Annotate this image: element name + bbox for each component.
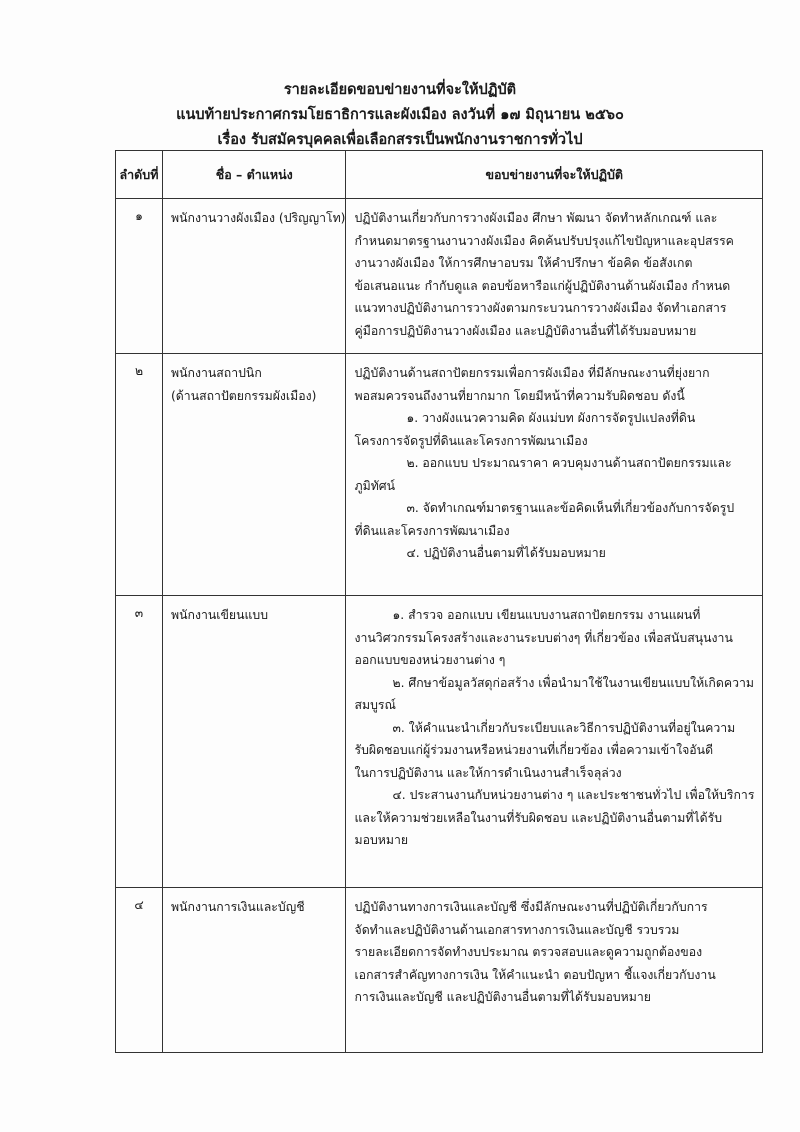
duties-cell <box>346 596 763 888</box>
duty-line: ๑. สำรวจ ออกแบบ เขียนแบบงานสถาปัตยกรรม งานแผนที่ <box>392 608 701 622</box>
duty-line: รับผิดชอบแก่ผู้ร่วมงานหรือหน่วยงานที่เกี่ยวข้อง เพื่อความเข้าใจอันดี <box>354 743 714 757</box>
duty-line: ปฏิบัติงานด้านสถาปัตยกรรมเพื่อการผังเมือง ที่มีลักษณะงานที่ยุ่งยาก <box>354 366 710 380</box>
duty-line: ออกแบบของหน่วยงานต่าง ๆ <box>354 653 506 667</box>
duty-line: โครงการจัดรูปที่ดินและโครงการพัฒนาเมือง <box>354 433 588 448</box>
duty-line: ๑. วางผังแนวความคิด ผังแม่บท ผังการจัดรูปแปลงที่ดิน <box>406 411 696 425</box>
duty-line: ๒. ออกแบบ ประมาณราคา ควบคุมงานด้านสถาปัตยกรรมและ <box>406 456 732 470</box>
row-number: ๔ <box>116 888 163 1053</box>
table-row <box>116 888 763 1053</box>
position-cell <box>163 596 346 888</box>
col-header-duties: ขอบข่ายงานที่จะให้ปฏิบัติ <box>346 151 763 199</box>
table-row <box>116 354 763 596</box>
duty-line: ๒. ศึกษาข้อมูลวัสดุก่อสร้าง เพื่อนำมาใช้ในงานเขียนแบบให้เกิดความ <box>392 675 754 690</box>
duty-line: ปฏิบัติงานทางการเงินและบัญชี ซึ่งมีลักษณะงานที่ปฏิบัติเกี่ยวกับการ <box>354 900 708 914</box>
duty-line: คู่มือการปฏิบัติงานวางผังเมือง และปฏิบัติงานอื่นที่ได้รับมอบหมาย <box>354 323 697 338</box>
duty-line: ๔. ปฏิบัติงานอื่นตามที่ได้รับมอบหมาย <box>406 546 606 560</box>
duties-cell <box>346 199 763 354</box>
duty-line: กำหนดมาตรฐานงานวางผังเมือง คิดค้นปรับปรุงแก้ไขปัญหาและอุปสรรค <box>354 233 734 248</box>
duty-line: ในการปฏิบัติงาน และให้การดำเนินงานสำเร็จลุล่วง <box>354 765 622 780</box>
duty-line: ที่ดินและโครงการพัฒนาเมือง <box>354 523 510 538</box>
duty-line: ๔. ประสานงานกับหน่วยงานต่าง ๆ และประชาชนทั่วไป เพื่อให้บริการ <box>392 788 755 802</box>
position-name: พนักงานวางผังเมือง (ปริญญาโท) <box>171 211 346 225</box>
doc-subtitle: แนบท้ายประกาศกรมโยธาธิการและผังเมือง ลงวันที่ ๑๗ มิถุนายน ๒๕๖๐ <box>176 107 624 123</box>
position-name: (ด้านสถาปัตยกรรมผังเมือง) <box>171 388 317 403</box>
duties-cell <box>346 888 763 1053</box>
position-name: พนักงานเขียนแบบ <box>171 608 269 622</box>
duty-line: พอสมควรจนถึงงานที่ยากมาก โดยมีหน้าที่ความรับผิดชอบ ดังนี้ <box>354 388 685 403</box>
duty-line: งานวางผังเมือง ให้การศึกษาอบรม ให้คำปรึกษา ข้อคิด ข้อสังเกต <box>354 256 693 270</box>
duties-cell <box>346 354 763 596</box>
row-number: ๑ <box>116 199 163 354</box>
table-row <box>116 596 763 888</box>
duty-line: ๓. จัดทำเกณฑ์มาตรฐานและข้อคิดเห็นที่เกี่ยวข้องกับการจัดรูป <box>406 501 735 515</box>
duty-line: การเงินและบัญชี และปฏิบัติงานอื่นตามที่ได้รับมอบหมาย <box>354 990 651 1004</box>
row-number: ๓ <box>116 596 163 888</box>
position-cell <box>163 354 346 596</box>
col-header-position: ชื่อ – ตำแหน่ง <box>163 151 346 199</box>
position-cell <box>163 888 346 1053</box>
duty-line: ปฏิบัติงานเกี่ยวกับการวางผังเมือง ศึกษา พัฒนา จัดทำหลักเกณฑ์ และ <box>354 211 718 225</box>
row-number: ๒ <box>116 354 163 596</box>
doc-title: รายละเอียดขอบข่ายงานที่จะให้ปฏิบัติ <box>283 82 517 98</box>
duty-line: แนวทางปฏิบัติงานการวางผังตามกระบวนการวางผังเมือง จัดทำเอกสาร <box>354 301 727 315</box>
duty-line: ข้อเสนอแนะ กำกับดูแล ตอบข้อหารือแก่ผู้ปฏิบัติงานด้านผังเมือง กำหนด <box>354 278 731 293</box>
position-name: พนักงานสถาปนิก <box>171 366 262 380</box>
position-cell <box>163 199 346 354</box>
duty-line: รายละเอียดการจัดทำงบประมาณ ตรวจสอบและดูความถูกต้องของ <box>354 945 703 959</box>
duty-line: สมบูรณ์ <box>354 698 396 712</box>
col-header-no: ลำดับที่ <box>116 151 163 199</box>
table-header-row <box>116 151 763 199</box>
duty-line: ภูมิทัศน์ <box>354 478 396 493</box>
duty-line: ๓. ให้คำแนะนำเกี่ยวกับระเบียบและวิธีการปฏิบัติงานที่อยู่ในความ <box>392 720 736 735</box>
doc-subject: เรื่อง รับสมัครบุคคลเพื่อเลือกสรรเป็นพนักงานราชการทั่วไป <box>217 132 583 148</box>
position-name: พนักงานการเงินและบัญชี <box>171 900 305 914</box>
duty-line: งานวิศวกรรมโครงสร้างและงานระบบต่างๆ ที่เกี่ยวข้อง เพื่อสนับสนุนงาน <box>354 630 733 645</box>
table-row <box>116 199 763 354</box>
duty-line: มอบหมาย <box>354 833 409 847</box>
duty-line: และให้ความช่วยเหลือในงานที่รับผิดชอบ และปฏิบัติงานอื่นตามที่ได้รับ <box>354 810 723 825</box>
job-scope-table <box>115 150 763 1053</box>
duty-line: เอกสารสำคัญทางการเงิน ให้คำแนะนำ ตอบปัญหา ชี้แจงเกี่ยวกับงาน <box>354 967 716 982</box>
duty-line: จัดทำและปฏิบัติงานด้านเอกสารทางการเงินและบัญชี รวบรวม <box>354 922 680 937</box>
